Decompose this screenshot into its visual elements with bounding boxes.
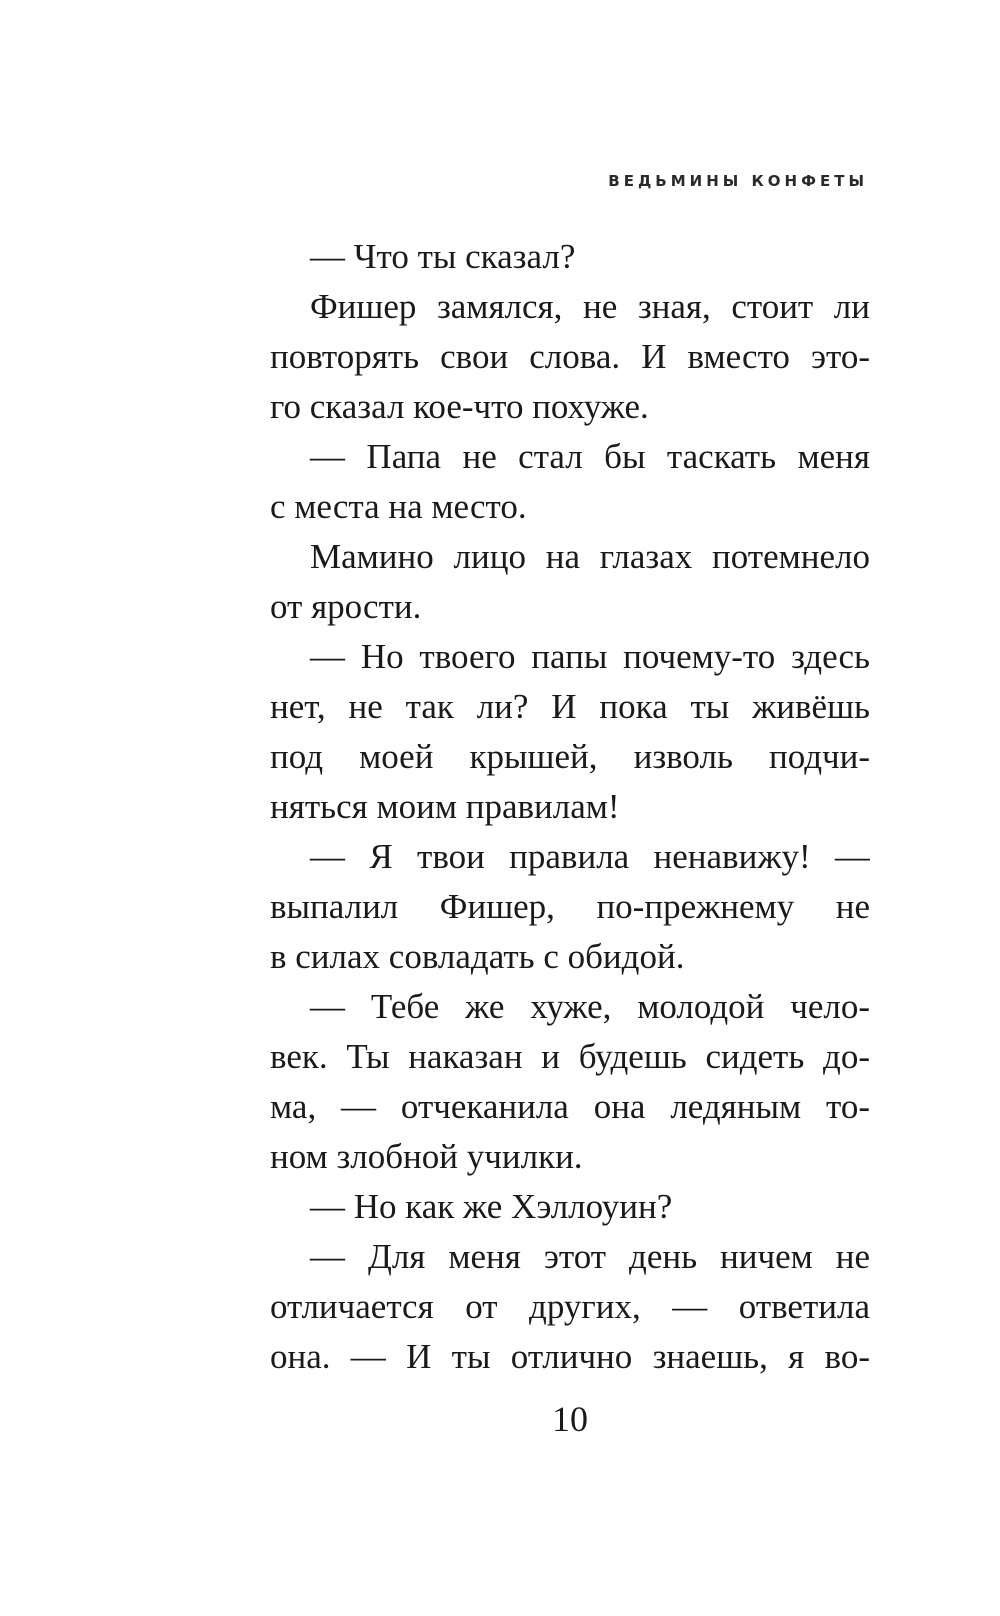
text-line: Фишер замялся, не зная, стоит ли: [310, 287, 870, 326]
text-line: ма, — отчеканила она ледяным то-: [270, 1087, 870, 1126]
text-line: повторять свои слова. И вместо это-: [270, 337, 870, 376]
text-line: няться моим правилам!: [270, 787, 620, 826]
text-line: — Но как же Хэллоуин?: [310, 1187, 673, 1226]
text-line: нет, не так ли? И пока ты живёшь: [270, 687, 870, 726]
text-line: век. Ты наказан и будешь сидеть до-: [270, 1037, 870, 1076]
text-line: в силах совладать с обидой.: [270, 937, 685, 976]
text-line: отличается от других, — ответила: [270, 1287, 870, 1326]
body-text: [270, 232, 870, 1382]
text-line: — Тебе же хуже, молодой чело-: [310, 987, 870, 1026]
text-line: — Для меня этот день ничем не: [310, 1237, 870, 1276]
text-line: она. — И ты отлично знаешь, я во-: [270, 1337, 870, 1376]
text-line: с места на место.: [270, 487, 527, 526]
text-line: — Что ты сказал?: [310, 237, 576, 276]
page-number: 10: [552, 1399, 588, 1439]
text-line: ном злобной училки.: [270, 1137, 583, 1176]
text-line: Мамино лицо на глазах потемнело: [310, 537, 870, 576]
text-line: под моей крышей, изволь подчи-: [270, 737, 870, 776]
text-line: го сказал кое-что похуже.: [270, 387, 649, 426]
text-line: — Папа не стал бы таскать меня: [310, 437, 870, 476]
text-line: — Я твои правила ненавижу! —: [310, 837, 870, 876]
text-line: от ярости.: [270, 587, 422, 626]
running-head: ВЕДЬМИНЫ КОНФЕТЫ: [608, 172, 868, 190]
text-line: — Но твоего папы почему-то здесь: [310, 637, 870, 676]
text-line: выпалил Фишер, по-прежнему не: [270, 887, 870, 926]
